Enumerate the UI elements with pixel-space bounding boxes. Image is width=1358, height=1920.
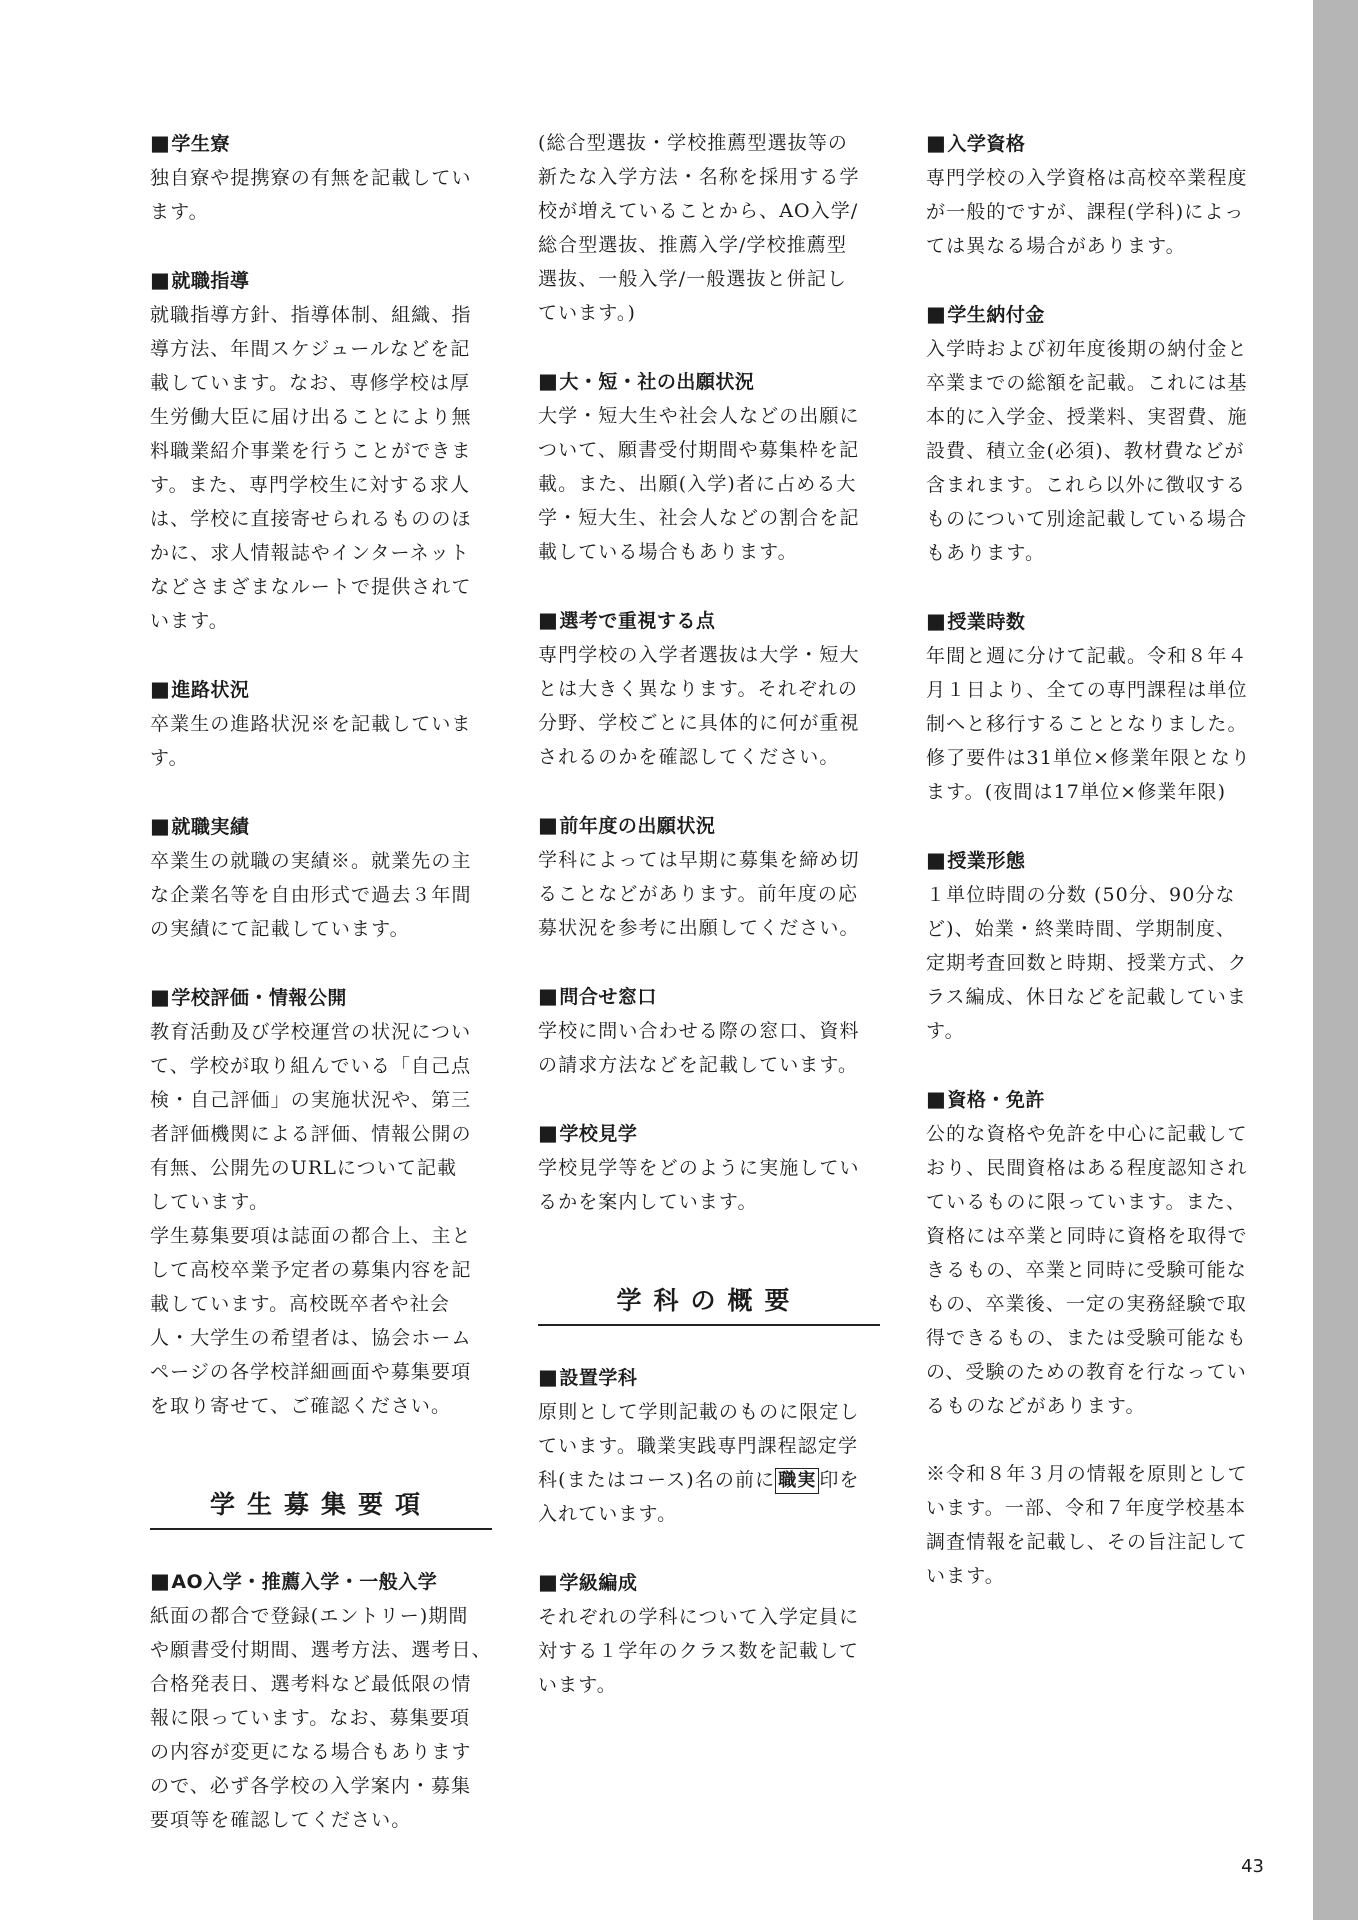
section-departments <box>538 1360 880 1531</box>
square-bullet-icon: ■ <box>926 1087 947 1111</box>
section-body: それぞれの学科について入学定員に 対する１学年のクラス数を記載して います。 <box>538 1606 860 1696</box>
square-bullet-icon: ■ <box>926 609 947 633</box>
section-heading: ■就職実績 <box>150 814 250 838</box>
section-selection-points <box>538 603 880 774</box>
shokujitsu-mark: 職実 <box>775 1468 819 1494</box>
band-heading-recruitment: 学生募集要項 <box>150 1485 492 1530</box>
section-body: 学科によっては早期に募集を締め切 ることなどがあります。前年度の応 募状況を参考に出願してください。 <box>538 849 860 939</box>
section-class-format <box>926 843 1268 1048</box>
section-heading: ■学生納付金 <box>926 302 1045 326</box>
section-licenses <box>926 1082 1268 1423</box>
section-body: 教育活動及び学校運営の状況につい て、学校が取り組んでいる「自己点 検・自己評価」の実施状況や、第三 者評価機関による評価、情報公開の 有無、公開先のURLについて記載 しています。 学生募集要項は誌面の都合上、主と して高校卒業予定者の募集内容を記 載しています。高校既卒者や社会 人・大学生の希望者は、協会ホーム ページの各学校詳細画面や募集要項 を取り寄せて、ご確認ください。 <box>150 1021 472 1417</box>
square-bullet-icon: ■ <box>538 369 559 393</box>
section-body: (総合型選抜・学校推薦型選抜等の 新たな入学方法・名称を採用する学 校が増えていることから、AO入学/ 総合型選抜、推薦入学/学校推薦型 選抜、一般入学/一般選抜と併記し ています。) <box>538 132 860 324</box>
section-heading: ■入学資格 <box>926 131 1026 155</box>
section-heading: ■学校評価・情報公開 <box>150 985 347 1009</box>
section-heading: ■大・短・社の出願状況 <box>538 369 755 393</box>
section-body: １単位時間の分数 (50分、90分な ど)、始業・終業時間、学期制度、 定期考査回数と時期、授業方式、ク ラス編成、休日などを記載していま す。 <box>926 884 1248 1042</box>
section-class-hours <box>926 604 1268 809</box>
section-body: 学校に問い合わせる際の窓口、資料 の請求方法などを記載しています。 <box>538 1020 860 1076</box>
section-applications <box>538 364 880 569</box>
footnote <box>926 1457 1268 1593</box>
column-middle <box>538 126 880 1736</box>
section-heading: ■就職指導 <box>150 268 250 292</box>
section-body: 公的な資格や免許を中心に記載して おり、民間資格はある程度認知され ているものに限っています。また、 資格には卒業と同時に資格を取得で きるもの、卒業と同時に受験可能な もの、卒業後、一定の実務経験で取 得できるもの、または受験可能なも の、受験のための教育を行なってい るものなどがあります。 <box>926 1123 1248 1417</box>
section-admission-types <box>150 1564 492 1837</box>
square-bullet-icon: ■ <box>538 984 559 1008</box>
section-school-evaluation <box>150 980 492 1423</box>
section-heading: ■前年度の出願状況 <box>538 813 716 837</box>
page-number: 43 <box>1241 1856 1264 1877</box>
section-body: 入学時および初年度後期の納付金と 卒業までの総額を記載。これには基 本的に入学金、授業料、実習費、施 設費、積立金(必須)、教材費などが 含まれます。これら以外に徴収する ものについて別途記載している場合 もあります。 <box>926 338 1248 564</box>
section-body: 専門学校の入学資格は高校卒業程度 が一般的ですが、課程(学科)によっ ては異なる場合があります。 <box>926 167 1248 257</box>
column-right <box>926 126 1268 1627</box>
column-left <box>150 126 492 1871</box>
section-career-status <box>150 672 492 775</box>
square-bullet-icon: ■ <box>150 814 171 838</box>
square-bullet-icon: ■ <box>538 1570 559 1594</box>
section-class-organization <box>538 1565 880 1702</box>
section-heading: ■学級編成 <box>538 1570 638 1594</box>
section-heading: ■選考で重視する点 <box>538 608 716 632</box>
section-heading: ■授業時数 <box>926 609 1026 633</box>
section-body: 学校見学等をどのように実施してい るかを案内しています。 <box>538 1157 860 1213</box>
band-heading-departments: 学科の概要 <box>538 1281 880 1326</box>
section-heading: ■学校見学 <box>538 1121 638 1145</box>
section-admission-note <box>538 126 880 330</box>
section-heading: ■授業形態 <box>926 848 1026 872</box>
square-bullet-icon: ■ <box>150 268 171 292</box>
section-heading: ■AO入学・推薦入学・一般入学 <box>150 1569 438 1593</box>
section-career-guidance <box>150 263 492 638</box>
square-bullet-icon: ■ <box>538 1121 559 1145</box>
section-heading: ■問合せ窓口 <box>538 984 657 1008</box>
section-employment-record <box>150 809 492 946</box>
square-bullet-icon: ■ <box>150 985 171 1009</box>
section-heading: ■設置学科 <box>538 1365 638 1389</box>
section-body: 専門学校の入学者選抜は大学・短大 とは大きく異なります。それぞれの 分野、学校ごとに具体的に何が重視 されるのかを確認してください。 <box>538 644 860 768</box>
section-fees <box>926 297 1268 570</box>
square-bullet-icon: ■ <box>926 131 947 155</box>
section-body: 原則として学則記載のものに限定し ています。職業実践専門課程認定学 科(またはコース)名の前に 職実 印を 入れています。 <box>538 1401 860 1525</box>
section-school-visit <box>538 1116 880 1219</box>
section-heading: ■資格・免許 <box>926 1087 1045 1111</box>
section-body: 年間と週に分けて記載。令和８年４ 月１日より、全ての専門課程は単位 制へと移行することとなりました。 修了要件は31単位×修業年限となり ます。(夜間は17単位×修業年限) <box>926 645 1251 803</box>
square-bullet-icon: ■ <box>150 677 171 701</box>
section-body: 就職指導方針、指導体制、組織、指 導方法、年間スケジュールなどを記 載しています。なお、専修学校は厚 生労働大臣に届け出ることにより無 料職業紹介事業を行うことができま す。また、専門学校生に対する求人 は、学校に直接寄せられるもののほ かに、求人情報誌やインターネット などさまざまなルートで提供されて います。 <box>150 304 472 632</box>
section-heading: ■学生寮 <box>150 131 230 155</box>
square-bullet-icon: ■ <box>538 813 559 837</box>
section-body: 大学・短大生や社会人などの出願に ついて、願書受付期間や募集枠を記 載。また、出願(入学)者に占める大 学・短大生、社会人などの割合を記 載している場合もあります。 <box>538 405 860 563</box>
page-edge-tab <box>1313 0 1358 1920</box>
section-body: 紙面の都合で登録(エントリー)期間 や願書受付期間、選考方法、選考日、 合格発表日、選考料など最低限の情 報に限っています。なお、募集要項 の内容が変更になる場合もあります ので、必ず各学校の入学案内・募集 要項等を確認してください。 <box>150 1605 492 1831</box>
footnote-text: ※令和８年３月の情報を原則として います。一部、令和７年度学校基本 調査情報を記載し、その旨注記して います。 <box>926 1463 1248 1587</box>
section-body: 卒業生の進路状況※を記載していま す。 <box>150 713 472 769</box>
section-body: 卒業生の就職の実績※。就業先の主 な企業名等を自由形式で過去３年間 の実績にて記載しています。 <box>150 850 472 940</box>
section-previous-year <box>538 808 880 945</box>
section-dormitory <box>150 126 492 229</box>
square-bullet-icon: ■ <box>538 1365 559 1389</box>
square-bullet-icon: ■ <box>926 848 947 872</box>
square-bullet-icon: ■ <box>150 1569 171 1593</box>
section-contact <box>538 979 880 1082</box>
section-qualification <box>926 126 1268 263</box>
square-bullet-icon: ■ <box>150 131 171 155</box>
section-heading: ■進路状況 <box>150 677 250 701</box>
square-bullet-icon: ■ <box>538 608 559 632</box>
section-body: 独自寮や提携寮の有無を記載してい ます。 <box>150 167 472 223</box>
square-bullet-icon: ■ <box>926 302 947 326</box>
